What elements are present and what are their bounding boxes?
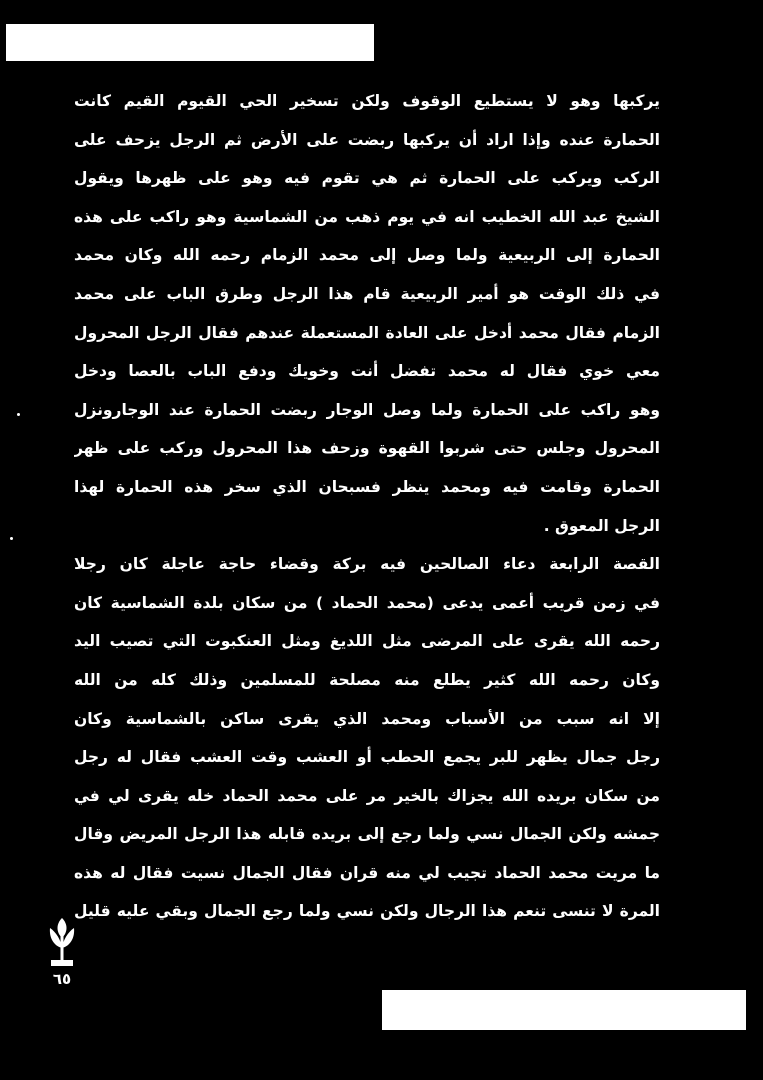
text-line: ما مريت محمد الحماد تجيب لي منه قران فقال الجمال نسيت فقال له هذه — [74, 863, 660, 882]
text-line: الحمارة عنده وإذا اراد أن يركبها ربضت على الأرض ثم الرجل يزحف على — [74, 130, 660, 149]
text-line: وكان رحمه الله كثير يطلع منه مصلحة للمسلمين وذلك كله من الله — [74, 670, 660, 689]
text-line: الركب ويركب على الحمارة ثم هي تقوم فيه وهو على ظهرها ويقول — [74, 169, 660, 188]
scan-speck — [17, 413, 20, 416]
text-line: الحمارة إلى الربيعية ولما وصل إلى محمد الزمام رحمه الله وكان محمد — [74, 246, 660, 265]
body-text — [74, 82, 660, 931]
text-line: في ذلك الوقت هو أمير الربيعية قام هذا الرجل وطرق الباب على محمد — [74, 284, 660, 303]
redaction-box-top — [6, 24, 374, 61]
text-line: رجل جمال يظهر للبر يجمع الحطب أو العشب وقت العشب فقال له رجل — [74, 748, 660, 767]
text-line: الرجل المعوق . — [543, 516, 660, 535]
redaction-box-bottom — [382, 990, 746, 1030]
text-line: جمشه ولكن الجمال نسي ولما رجع إلى بريده قابله هذا الرجل المريض وقال — [74, 825, 660, 844]
text-line: المحرول وجلس حتى شربوا القهوة وزحف هذا المحرول وركب على ظهر — [74, 439, 660, 458]
text-line: وهو راكب على الحمارة ولما وصل الوجار ربضت الحمارة عند الوجارونزل — [74, 400, 660, 419]
text-line: من سكان بريده الله يجزاك بالخير مر على محمد الحماد خله يقرى لي في — [74, 786, 660, 805]
text-line: الحمارة وقامت فيه ومحمد ينظر فسبحان الذي سخر هذه الحمارة لهذا — [74, 477, 660, 496]
text-line: رحمه الله يقرى على المرضى مثل اللديغ ومثل العنكبوت التي تصيب اليد — [74, 632, 660, 651]
text-line: يركبها وهو لا يستطيع الوقوف ولكن تسخير الحي القيوم القيم كانت — [74, 92, 660, 110]
text-line: معي خوي فقال له محمد تفضل أنت وخويك ودفع الباب بالعصا ودخل — [74, 362, 660, 381]
text-line: إلا انه سبب من الأسباب ومحمد الذي يقرى ساكن بالشماسية وكان — [74, 709, 660, 728]
text-line: الزمام فقال محمد أدخل على العادة المستعملة عندهم فقال الرجل المحرول — [74, 323, 660, 342]
plant-ornament-icon — [44, 910, 80, 968]
text-line: القصة الرابعة دعاء الصالحين فيه بركة وقضاء حاجة عاجلة كان رجلا — [74, 555, 660, 574]
text-line: في زمن قريب أعمى يدعى (محمد الحماد ) من سكان بلدة الشماسية كان — [74, 593, 660, 612]
text-line: المرة لا تنسى تنعم هذا الرجال ولكن نسي ولما رجع الجمال وبقي عليه قليل — [74, 902, 660, 921]
page-number: ٦٥ — [52, 970, 72, 988]
text-line: الشيخ عبد الله الخطيب انه في يوم ذهب من الشماسية وهو راكب على هذه — [74, 207, 660, 226]
scan-speck — [10, 537, 13, 540]
